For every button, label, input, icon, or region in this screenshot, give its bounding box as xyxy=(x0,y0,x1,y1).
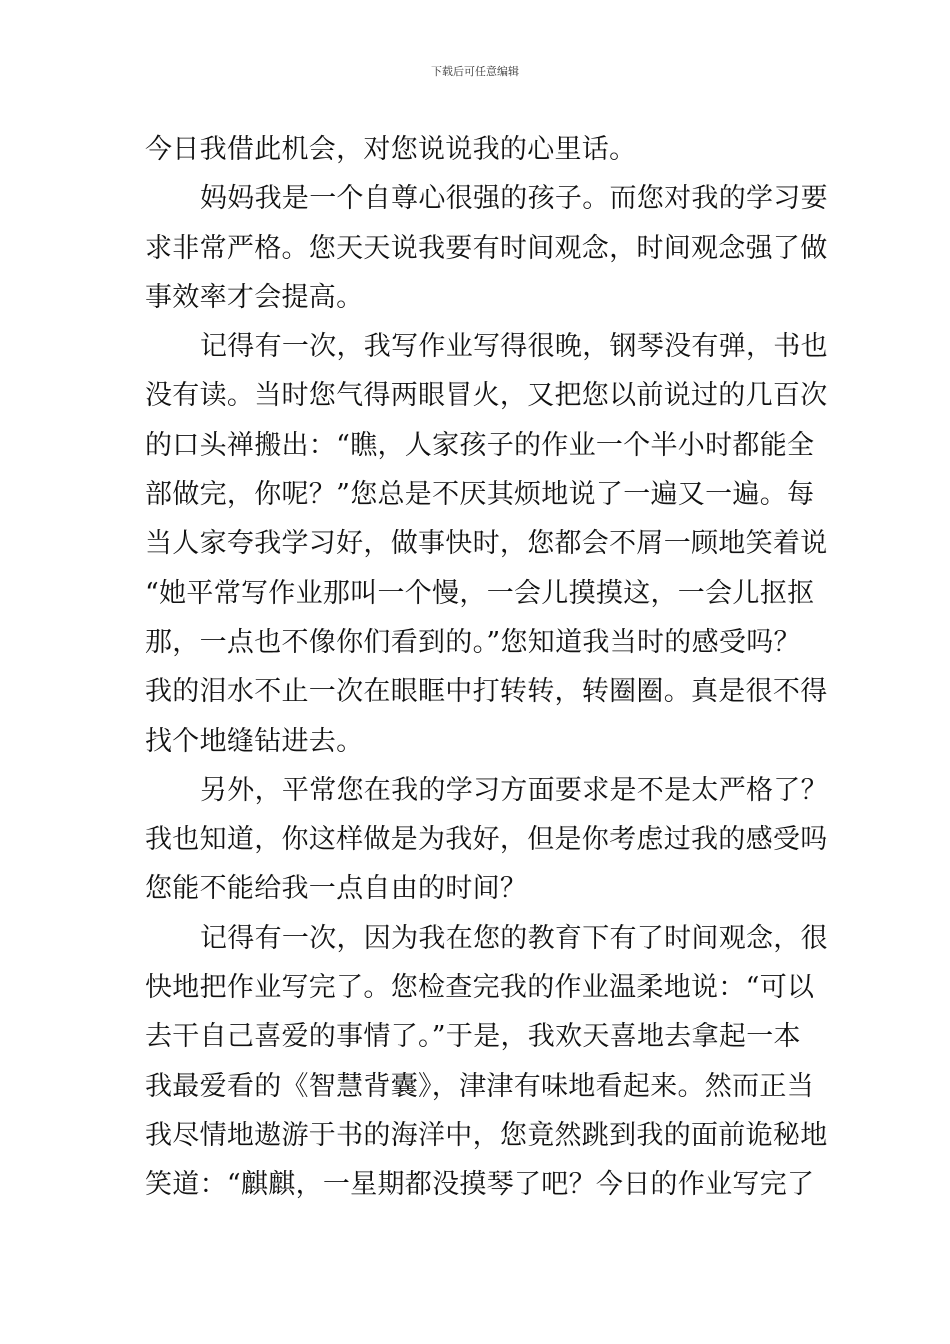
text-line: 我的泪水不止一次在眼眶中打转转，转圈圈。真是很不得 xyxy=(145,676,828,708)
text-line: 您能不能给我一点自由的时间？ xyxy=(145,873,528,905)
text-line: 找个地缝钻进去。 xyxy=(145,725,364,757)
text-line: “她平常写作业那叫一个慢，一会儿摸摸这，一会儿抠抠 xyxy=(145,577,815,609)
text-line: 我也知道，你这样做是为我好，但是你考虑过我的感受吗 xyxy=(145,824,828,856)
text-line: 求非常严格。您天天说我要有时间观念，时间观念强了做 xyxy=(145,232,828,264)
text-line: 事效率才会提高。 xyxy=(145,281,364,313)
text-line: 快地把作业写完了。您检查完我的作业温柔地说：“可以 xyxy=(145,972,815,1004)
page-header-note: 下载后可任意编辑 xyxy=(431,65,519,78)
text-line: 去干自己喜爱的事情了。”于是，我欢天喜地去拿起一本 xyxy=(145,1021,801,1053)
text-line: 那，一点也不像你们看到的。”您知道我当时的感受吗？ xyxy=(145,626,801,658)
paragraph-start-line: 另外，平常您在我的学习方面要求是不是太严格了？ xyxy=(200,774,828,806)
paragraph-start-line: 记得有一次，我写作业写得很晚，钢琴没有弹，书也 xyxy=(200,331,828,363)
paragraph-start-line: 妈妈我是一个自尊心很强的孩子。而您对我的学习要 xyxy=(200,183,828,215)
document-body xyxy=(145,125,828,1210)
text-line: 没有读。当时您气得两眼冒火，又把您以前说过的几百次 xyxy=(145,380,828,412)
text-line: 的口头禅搬出：“瞧，人家孩子的作业一个半小时都能全 xyxy=(145,429,815,461)
text-line: 我最爱看的《智慧背囊》，津津有味地看起来。然而正当 xyxy=(145,1070,814,1102)
text-line: 笑道：“麒麒，一星期都没摸琴了吧？今日的作业写完了 xyxy=(145,1169,815,1201)
text-line: 部做完，你呢？”您总是不厌其烦地说了一遍又一遍。每 xyxy=(145,479,815,511)
paragraph-start-line: 记得有一次，因为我在您的教育下有了时间观念，很 xyxy=(200,922,828,954)
text-line: 我尽情地遨游于书的海洋中，您竟然跳到我的面前诡秘地 xyxy=(145,1119,828,1151)
text-line: 当人家夸我学习好，做事快时，您都会不屑一顾地笑着说 xyxy=(145,528,828,560)
text-line: 今日我借此机会，对您说说我的心里话。 xyxy=(145,134,637,165)
